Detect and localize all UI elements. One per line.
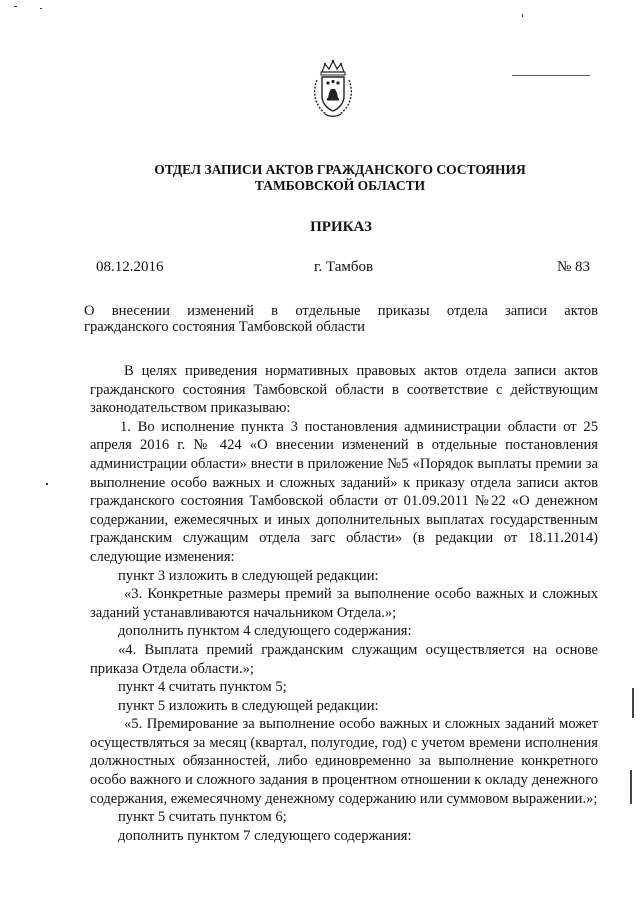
body-paragraph: «3. Конкретные размеры премий за выполнение особо важных и сложных заданий устанавливаются начальником Отдела.»; (90, 586, 598, 621)
scan-speck (40, 8, 42, 9)
document-number: № 83 (556, 259, 590, 275)
body-paragraph: «5. Премирование за выполнение особо важных и сложных заданий может осуществляться за месяц (квартал, полугодие, год) с учетом времени исполнения должностных обязанностей, либо единовременно за выполнение конкретного особо важного и сложного задания в процентном отношении к окладу денежного содержания, ежемесячному денежному содержанию или суммовом выражении.»; (90, 716, 598, 807)
document-city: г. Тамбов (314, 259, 374, 275)
subject-word: актов (564, 303, 598, 319)
body-paragraph: пункт 3 изложить в следующей редакции: (118, 567, 379, 584)
body-paragraph: В целях приведения нормативных правовых актов отдела записи актов гражданского состояния Тамбовской области в соответствие с действующим законодательством приказываю: (90, 363, 598, 417)
body-paragraph: пункт 5 изложить в следующей редакции: (118, 697, 379, 714)
organization-line-1: ОТДЕЛ ЗАПИСИ АКТОВ ГРАЖДАНСКОГО СОСТОЯНИЯ (154, 162, 526, 177)
document-meta-row (96, 258, 596, 276)
subject-word: О (84, 303, 95, 319)
body-paragraph: дополнить пунктом 7 следующего содержания: (118, 827, 412, 844)
body-paragraph: пункт 5 считать пунктом 6; (118, 809, 287, 826)
document-body (90, 362, 598, 845)
organization-name (0, 162, 640, 194)
body-paragraph: 1. Во исполнение пункта 3 постановления администрации области от 25 апреля 2016 г. № 424 «О внесении изменений в отдельные постановления администрации области» внести в приложение №5 «Порядок выплаты премии за выполнение особо важных и сложных заданий» к приказу отдела записи актов гражданского состояния Тамбовской области от 01.09.2011 №22 «О денежном содержании, ежемесячных и иных дополнительных выплатах государственным гражданским служащим отдела загс области» (в редакции от 18.11.2014) следующие изменения: (90, 418, 598, 565)
scan-edge-mark (632, 688, 634, 718)
organization-line-2: ТАМБОВСКОЙ ОБЛАСТИ (254, 178, 426, 193)
subject-line-1 (84, 303, 598, 319)
subject-word: приказы (377, 303, 430, 319)
subject-word: в (271, 303, 279, 319)
scan-edge-mark (630, 770, 632, 804)
subject-line-2: гражданского состояния Тамбовской области (84, 319, 365, 335)
document-type-title: ПРИКАЗ (310, 219, 372, 235)
scan-speck (46, 483, 48, 485)
coat-of-arms-icon (308, 58, 358, 120)
header-rule (512, 75, 590, 76)
scan-speck (14, 6, 17, 7)
body-paragraph: «4. Выплата премий гражданским служащим осуществляется на основе приказа Отдела области.»; (90, 641, 598, 677)
subject-word: записи (505, 303, 548, 319)
document-subject (84, 303, 598, 335)
body-paragraph: дополнить пунктом 4 следующего содержания: (118, 623, 412, 640)
subject-word: внесении (111, 303, 170, 319)
body-paragraph: пункт 4 считать пунктом 5; (118, 679, 287, 696)
subject-word: отдельные (295, 303, 361, 319)
subject-word: изменений (187, 303, 254, 319)
scan-speck (522, 14, 523, 17)
coat-of-arms-emblem (308, 58, 358, 120)
subject-word: отдела (446, 303, 488, 319)
document-date: 08.12.2016 (96, 259, 164, 275)
